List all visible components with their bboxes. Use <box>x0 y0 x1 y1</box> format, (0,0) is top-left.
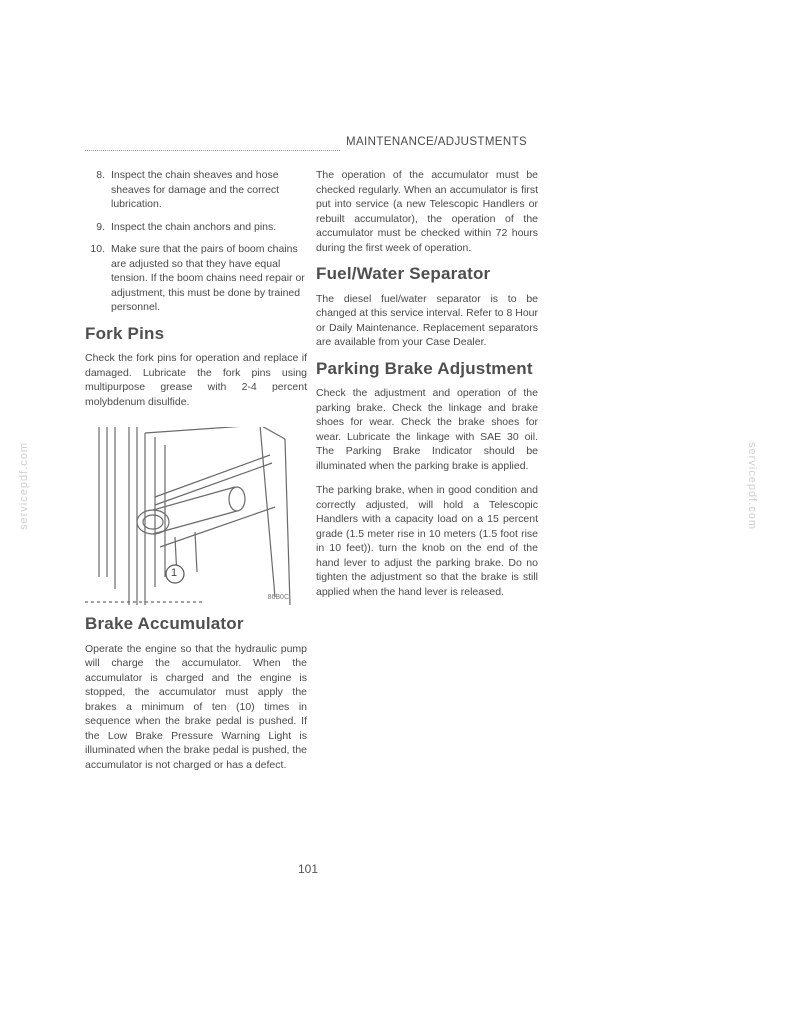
fork-pins-heading: Fork Pins <box>85 323 165 343</box>
fork-pins-body: Check the fork pins for operation and replace if damaged. Lubricate the fork pins using multipurpose grease with 2-4 percent molybdenum disulfide. <box>85 352 307 408</box>
parking-brake-body-2: The parking brake, when in good condition and correctly adjusted, will hold a Telescopic Handlers with a capacity load on a 15 percent grade (1.5 meter rise in 10 meters (1.5 foot rise in 10 feet)). turn the knob on the end of the hand lever to adjust the parking brake. Do no tighten the adjustment so that the brake is still applied when the hand lever is released. <box>316 484 538 598</box>
watermark-left: servicepdf.com <box>17 442 30 530</box>
watermark-right: servicepdf.com <box>745 442 758 530</box>
callout-label: 1 <box>171 567 178 579</box>
list-item-text: Inspect the chain sheaves and hose sheaves for damage and the correct lubrication. <box>111 169 280 210</box>
header-rule <box>85 150 340 151</box>
list-item <box>85 242 307 315</box>
list-item-number: 10. <box>90 243 105 255</box>
figure-code: 86B0C <box>267 593 289 601</box>
brake-accumulator-body: Operate the engine so that the hydraulic pump will charge the accumulator. When the accumulator is charged and the engine is stopped, the accumulator must apply the brakes a minimum of ten (10) times in sequence when the brake pedal is pushed. If the Low Brake Pressure Warning Light is illuminated when the brake pedal is pushed, the accumulator is not charged or has a defect. <box>85 642 307 771</box>
running-header: MAINTENANCE/ADJUSTMENTS <box>346 136 528 148</box>
brake-accumulator-heading: Brake Accumulator <box>85 614 244 633</box>
list-item <box>85 168 307 212</box>
parking-brake-heading: Parking Brake Adjustment <box>316 358 533 378</box>
right-column <box>316 168 538 609</box>
left-column <box>85 168 307 782</box>
list-item-number: 8. <box>96 169 105 181</box>
list-item-number: 9. <box>96 220 105 233</box>
list-item <box>85 220 307 235</box>
fuel-water-body: The diesel fuel/water separator is to be changed at this service interval. Refer to 8 Hour or Daily Maintenance. Replacement separators are available from your Case Dealer. <box>316 292 538 348</box>
parking-brake-body-1: Check the adjustment and operation of the parking brake. Check the linkage and brake shoes for wear. Check the brake shoes for wear. Lubricate the linkage with SAE 30 oil. The Parking Brake Indicator should be illuminated when the parking brake is applied. <box>316 387 538 472</box>
accumulator-continued-body: The operation of the accumulator must be checked regularly. When an accumulator is first put into service (a new Telescopic Handlers or rebuilt accumulator), the operation of the accumulator must be checked within 72 hours during the first week of operation. <box>316 169 538 254</box>
page-number: 101 <box>298 862 319 876</box>
fork-pin-illustration <box>85 427 295 605</box>
fork-pin-drawing <box>85 427 295 605</box>
list-item-text: Make sure that the pairs of boom chains are adjusted so that they have equal tension. If the boom chains need repair or adjustment, this must be done by trained personnel. <box>111 243 305 313</box>
fuel-water-heading: Fuel/Water Separator <box>316 264 491 283</box>
list-item-text: Inspect the chain anchors and pins. <box>111 220 277 233</box>
